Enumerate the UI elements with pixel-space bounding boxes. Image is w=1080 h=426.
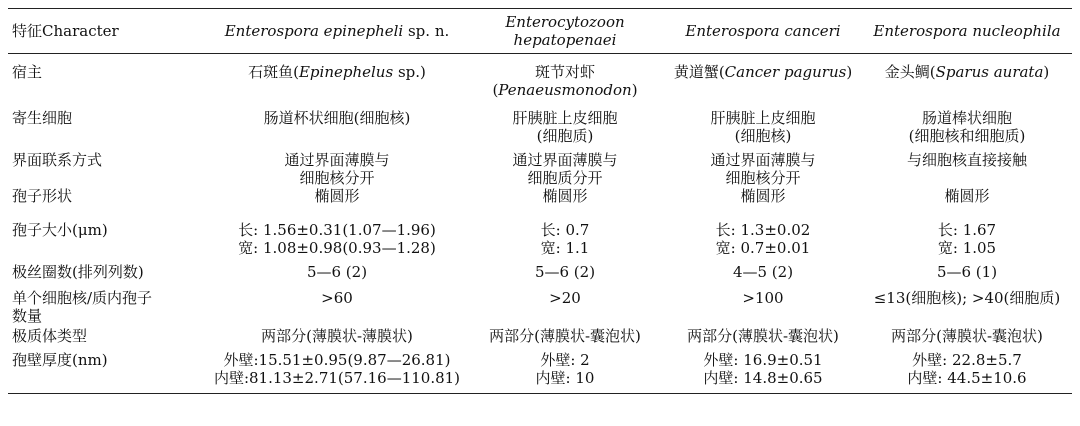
- header-hepatopenaei-line1: Enterocytozoon: [505, 13, 625, 31]
- cell-polar-epinepheli: 5—6 (2): [306, 263, 368, 281]
- cell-host-canceri: [664, 54, 862, 100]
- row-label-parasitized-cell: 寄生细胞: [12, 109, 73, 127]
- cell-ptype-nucleophila: 两部分(薄膜状-囊泡状): [891, 327, 1043, 345]
- row-spore-shape: [8, 187, 1072, 205]
- cell-count-nucleophila: ≤13(细胞核); >40(细胞质): [873, 289, 1061, 307]
- cell-text: 内壁: 44.5±10.6: [907, 369, 1027, 387]
- cell-wall-hepatopenaei: [466, 345, 664, 394]
- cell-text: 长: 1.67: [937, 221, 997, 239]
- cell-text: 内壁: 10: [535, 369, 595, 387]
- row-polaroplast-type: [8, 325, 1072, 345]
- cell-interface-hepatopenaei: [466, 145, 664, 187]
- cell-text: (细胞质): [536, 127, 594, 145]
- cell-text: 长: 1.56±0.31(1.07—1.96): [238, 221, 436, 239]
- label-text: 数量: [12, 307, 43, 325]
- cell-parasitized-epinepheli: [208, 99, 466, 145]
- cell-ptype-epinepheli: 两部分(薄膜状-薄膜状): [261, 327, 413, 345]
- cell-text: 肝胰脏上皮细胞: [512, 109, 618, 127]
- cell-parasitized-canceri: [664, 99, 862, 145]
- cell-text: 宽: 1.08±0.98(0.93—1.28): [238, 239, 436, 257]
- row-label-polar-filament: 极丝圈数(排列列数): [12, 263, 144, 281]
- cell-text: (细胞核): [734, 127, 792, 145]
- cell-text: 宽: 1.05: [937, 239, 997, 257]
- host-text: 黄道蟹(: [673, 63, 725, 81]
- cell-text: 外壁: 16.9±0.51: [703, 351, 823, 369]
- cell-wall-canceri: [664, 345, 862, 394]
- row-label-spore-size: 孢子大小(μm): [12, 221, 108, 239]
- cell-shape-hepatopenaei: 椭圆形: [542, 187, 588, 205]
- host-latin: Cancer pagurus: [724, 63, 847, 81]
- cell-wall-nucleophila: [862, 345, 1072, 394]
- cell-size-nucleophila: [862, 205, 1072, 257]
- label-text: 单个细胞核/质内孢子: [12, 289, 153, 307]
- cell-interface-nucleophila: [862, 145, 1072, 187]
- cell-text: 细胞核分开: [299, 169, 375, 187]
- cell-text: 通过界面薄膜与: [512, 151, 618, 169]
- cell-text: 细胞质分开: [527, 169, 603, 187]
- cell-shape-nucleophila: 椭圆形: [944, 187, 990, 205]
- cell-text: 长: 1.3±0.02: [715, 221, 811, 239]
- header-character: 特征Character: [12, 22, 119, 40]
- cell-text: 肠道杯状细胞(细胞核): [263, 109, 411, 127]
- cell-host-epinepheli: [208, 54, 466, 100]
- host-latin: Epinephelus: [298, 63, 394, 81]
- cell-wall-epinepheli: [208, 345, 466, 394]
- cell-parasitized-nucleophila: [862, 99, 1072, 145]
- cell-text: 内壁:81.13±2.71(57.16—110.81): [213, 369, 461, 387]
- host-text: 金头鲷(: [884, 63, 936, 81]
- row-label-interface: 界面联系方式: [12, 151, 103, 169]
- row-host: [8, 54, 1072, 100]
- cell-text: 细胞核分开: [725, 169, 801, 187]
- cell-text: 宽: 1.1: [540, 239, 590, 257]
- cell-interface-epinepheli: [208, 145, 466, 187]
- header-enterospora-canceri: Enterospora canceri: [685, 22, 841, 40]
- cell-size-epinepheli: [208, 205, 466, 257]
- cell-shape-canceri: 椭圆形: [740, 187, 786, 205]
- cell-size-canceri: [664, 205, 862, 257]
- header-epinepheli-name: Enterospora epinepheli: [224, 22, 404, 40]
- row-label-wall-thickness: 孢壁厚度(nm): [12, 351, 108, 369]
- host-text: sp.): [393, 63, 426, 81]
- cell-text: 通过界面薄膜与: [710, 151, 816, 169]
- cell-text: 外壁:15.51±0.95(9.87—26.81): [223, 351, 451, 369]
- cell-text: 肠道棒状细胞: [921, 109, 1012, 127]
- header-epinepheli-suffix: sp. n.: [403, 22, 450, 40]
- cell-count-canceri: >100: [742, 289, 784, 307]
- host-text: ): [631, 81, 638, 99]
- row-interface: [8, 145, 1072, 187]
- cell-count-epinepheli: >60: [321, 289, 353, 307]
- row-parasitized-cell: [8, 99, 1072, 145]
- comparison-table: [8, 8, 1072, 394]
- host-latin: Sparus aurata: [935, 63, 1044, 81]
- host-latin: Penaeus: [498, 81, 562, 99]
- cell-text: 宽: 0.7±0.01: [715, 239, 811, 257]
- row-wall-thickness: [8, 345, 1072, 394]
- cell-text: 通过界面薄膜与: [284, 151, 390, 169]
- header-row: [8, 9, 1072, 54]
- cell-polar-nucleophila: 5—6 (1): [936, 263, 998, 281]
- cell-ptype-hepatopenaei: 两部分(薄膜状-囊泡状): [489, 327, 641, 345]
- row-label-spore-count: [8, 281, 208, 325]
- cell-text: 与细胞核直接接触: [906, 151, 1027, 169]
- cell-text: (细胞核和细胞质): [908, 127, 1026, 145]
- header-enterocytozoon-hepatopenaei: [466, 9, 664, 54]
- header-enterospora-nucleophila: Enterospora nucleophila: [873, 22, 1061, 40]
- row-label-host: 宿主: [12, 63, 43, 81]
- cell-host-hepatopenaei: [466, 54, 664, 100]
- cell-count-hepatopenaei: >20: [549, 289, 581, 307]
- cell-text: 外壁: 2: [540, 351, 590, 369]
- header-hepatopenaei-line2: hepatopenaei: [513, 31, 617, 49]
- host-latin: monodon: [561, 81, 632, 99]
- cell-text: 内壁: 14.8±0.65: [703, 369, 823, 387]
- host-text: ): [1043, 63, 1050, 81]
- cell-host-nucleophila: [862, 54, 1072, 100]
- comparison-table-wrapper: [8, 8, 1072, 394]
- cell-text: 长: 0.7: [540, 221, 590, 239]
- host-text: 斑节对虾(: [492, 63, 595, 99]
- cell-polar-canceri: 4—5 (2): [732, 263, 794, 281]
- cell-shape-epinepheli: 椭圆形: [314, 187, 360, 205]
- cell-parasitized-hepatopenaei: [466, 99, 664, 145]
- row-label-spore-shape: 孢子形状: [12, 187, 73, 205]
- row-spore-size: [8, 205, 1072, 257]
- host-text: ): [846, 63, 853, 81]
- row-label-polaroplast-type: 极质体类型: [12, 327, 88, 345]
- host-text: 石斑鱼(: [248, 63, 299, 81]
- row-polar-filament: [8, 257, 1072, 281]
- header-enterospora-epinepheli: [208, 9, 466, 54]
- cell-text: 肝胰脏上皮细胞: [710, 109, 816, 127]
- cell-text: 外壁: 22.8±5.7: [912, 351, 1022, 369]
- row-spore-count: [8, 281, 1072, 325]
- cell-polar-hepatopenaei: 5—6 (2): [534, 263, 596, 281]
- cell-size-hepatopenaei: [466, 205, 664, 257]
- cell-interface-canceri: [664, 145, 862, 187]
- cell-ptype-canceri: 两部分(薄膜状-囊泡状): [687, 327, 839, 345]
